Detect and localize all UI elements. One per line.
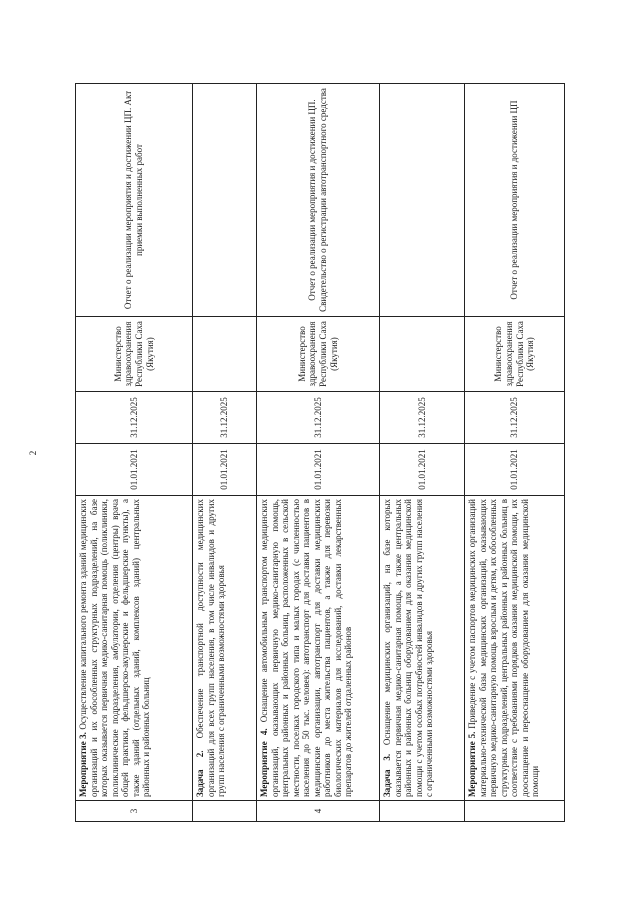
measure-description [257,496,380,801]
responsible-executor: Министерство здравоохранения Республики Саха (Якутия) [76,317,193,392]
task-lead: Задача 2. [195,750,205,797]
task-lead: Задача 3. [382,753,392,797]
start-date: 01.01.2021 [193,444,257,496]
responsible-executor: Министерство здравоохранения Республики Саха (Якутия) [257,317,380,392]
responsible-executor [193,317,257,392]
row-number [380,801,465,822]
measure-description [465,496,565,801]
page-number: 2 [28,450,38,456]
table-row [257,84,380,822]
measures-table [75,83,565,822]
end-date: 31.12.2025 [257,392,380,444]
measure-text: Осуществление капитального ремонта зданий медицинских организаций и их обособленных структурных подразделений, на базе которых оказывается первичная медико-санитарная помощь (поликлиники, поликлинические подразделения, амбулатории, отделения (центры) врача общей практики, фельдшерско-акушерские и фельдшерские пункты), а также зданий (отдельных зданий, комплексов зданий) центральных районных и районных больниц [78,499,152,797]
end-date: 31.12.2025 [380,392,465,444]
row-number: 4 [257,801,380,822]
start-date: 01.01.2021 [465,444,565,496]
result-document: Отчет о реализации мероприятия и достижении ЦП. Свидетельство о регистрации автотранспортного средства [257,84,380,317]
row-number: 3 [76,801,193,822]
table-row [465,84,565,822]
measure-lead: Мероприятие 3. [78,732,88,797]
measure-lead: Мероприятие 5. [467,731,477,797]
measure-text: Приведение с учетом паспортов медицинских организаций материально-технической базы медицинских организаций, оказывающих первичную медико-санитарную помощь взрослым и детям, их обособленных структурных подразделений, центральных районных и районных больниц в соответствие с требованиями порядков оказания медицинской помощи, их дооснащение и переоснащение оборудованием для оказания медицинской помощи [467,499,541,797]
rotated-table-container [75,83,635,822]
measure-description [76,496,193,801]
row-number [465,801,565,822]
end-date: 31.12.2025 [465,392,565,444]
table-row [380,84,465,822]
measure-lead: Мероприятие 4. [259,728,269,797]
end-date: 31.12.2025 [193,392,257,444]
result-document: Отчет о реализации мероприятия и достижении ЦП. Акт приемки выполненных работ [76,84,193,317]
measure-text: Оснащение автомобильным транспортом медицинских организаций, оказывающих первичную медико-санитарную помощь, центральных районных и районных больниц, расположенных в сельской местности, поселках городского типа и малых городах (с численностью населения до 50 тыс. человек): автотранспорт для доставки пациентов в медицинские организации, автотранспорт для доставки медицинских работников до места жительства пациентов, а также для перевозки биологических материалов для исследований, доставки лекарственных препаратов до жителей отдаленных районов [259,498,354,797]
task-text: Оснащение медицинских организаций, на базе которых оказывается первичная медико-санитарная помощь, а также центральных районных и районных больниц оборудованием для оказания медицинской помощи с учетом особых потребностей инвалидов и других групп населения с ограниченными возможностями здоровья [382,499,435,797]
table-row [76,84,193,822]
responsible-executor: Министерство здравоохранения Республики Саха (Якутия) [465,317,565,392]
responsible-executor [380,317,465,392]
start-date: 01.01.2021 [257,444,380,496]
end-date: 31.12.2025 [76,392,193,444]
row-number [193,801,257,822]
task-description [193,496,257,801]
table-row [193,84,257,822]
start-date: 01.01.2021 [76,444,193,496]
result-document [193,84,257,317]
result-document [380,84,465,317]
task-description [380,496,465,801]
task-text: Обеспечение транспортной доступности медицинских организаций для всех групп населения, в том числе инвалидов и других групп населения с ограниченными возможностями здоровья [195,499,227,797]
result-document: Отчет о реализации мероприятия и достижении ЦП [465,84,565,317]
start-date: 01.01.2021 [380,444,465,496]
